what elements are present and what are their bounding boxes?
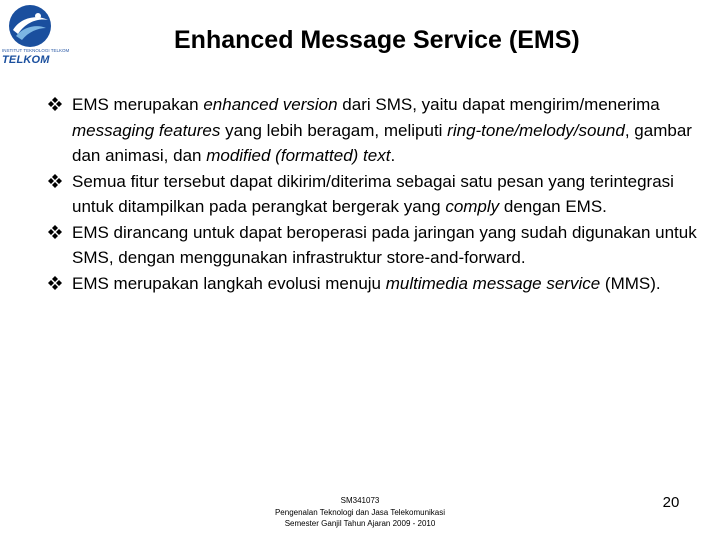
page-number: 20 [662,494,680,511]
bullet-list [48,92,708,296]
slide-title: Enhanced Message Service (EMS) [174,26,580,54]
bullet-item [48,220,708,271]
bullet-text-italic: multimedia message service [385,273,601,293]
bullet-text-italic: ring-tone/melody/sound [447,120,625,140]
telkom-logo-mark-icon [8,4,52,48]
bullet-text [72,172,674,217]
bullet-text-segment: EMS merupakan [72,95,204,114]
diamond-dots-bullet-icon [48,174,62,188]
bullet-item [48,169,708,220]
bullet-text-segment: (MMS). [600,273,661,293]
footer-semester: Semester Ganjil Tahun Ajaran 2009 - 2010 [284,519,436,528]
bullet-text-italic: modified (formatted) text [206,146,391,165]
footer-course-name: Pengenalan Teknologi dan Jasa Telekomunikasi [274,507,446,517]
bullet-text [72,223,697,268]
bullet-text [72,95,692,165]
bullet-text-segment: EMS dirancang untuk dapat beroperasi pada jaringan yang sudah digunakan untuk SMS, dengan menggunakan infrastruktur store-and-forward. [72,222,697,267]
bullet-item [48,92,708,169]
bullet-text-segment: dari SMS, yaitu dapat mengirim/menerima [337,95,660,114]
bullet-text [72,274,661,293]
bullet-text-segment: , gambar dan animasi, dan [72,120,692,165]
logo-name: TELKOM [2,54,50,66]
bullet-text-segment: dengan EMS. [499,197,607,216]
slide-footer [240,495,480,530]
telkom-logo [0,0,70,72]
diamond-dots-bullet-icon [48,97,62,111]
bullet-item [48,271,708,297]
bullet-text-segment: EMS merupakan langkah evolusi menuju [72,273,386,293]
bullet-text-segment: . [390,146,396,165]
bullet-text-italic: enhanced version [203,95,338,114]
logo-institute-text: INSTITUT TEKNOLOGI TELKOM [2,48,70,53]
bullet-text-segment: yang lebih beragam, meliputi [220,120,448,140]
diamond-dots-bullet-icon [48,225,62,239]
bullet-text-italic: comply [445,197,500,216]
bullet-text-segment: Semua fitur tersebut dapat dikirim/diterima sebagai satu pesan yang terintegrasi untuk ditampilkan pada perangkat bergerak yang [72,171,674,216]
diamond-dots-bullet-icon [48,276,62,290]
bullet-text-italic: messaging features [72,120,221,140]
footer-course-code: SM341073 [340,496,380,505]
